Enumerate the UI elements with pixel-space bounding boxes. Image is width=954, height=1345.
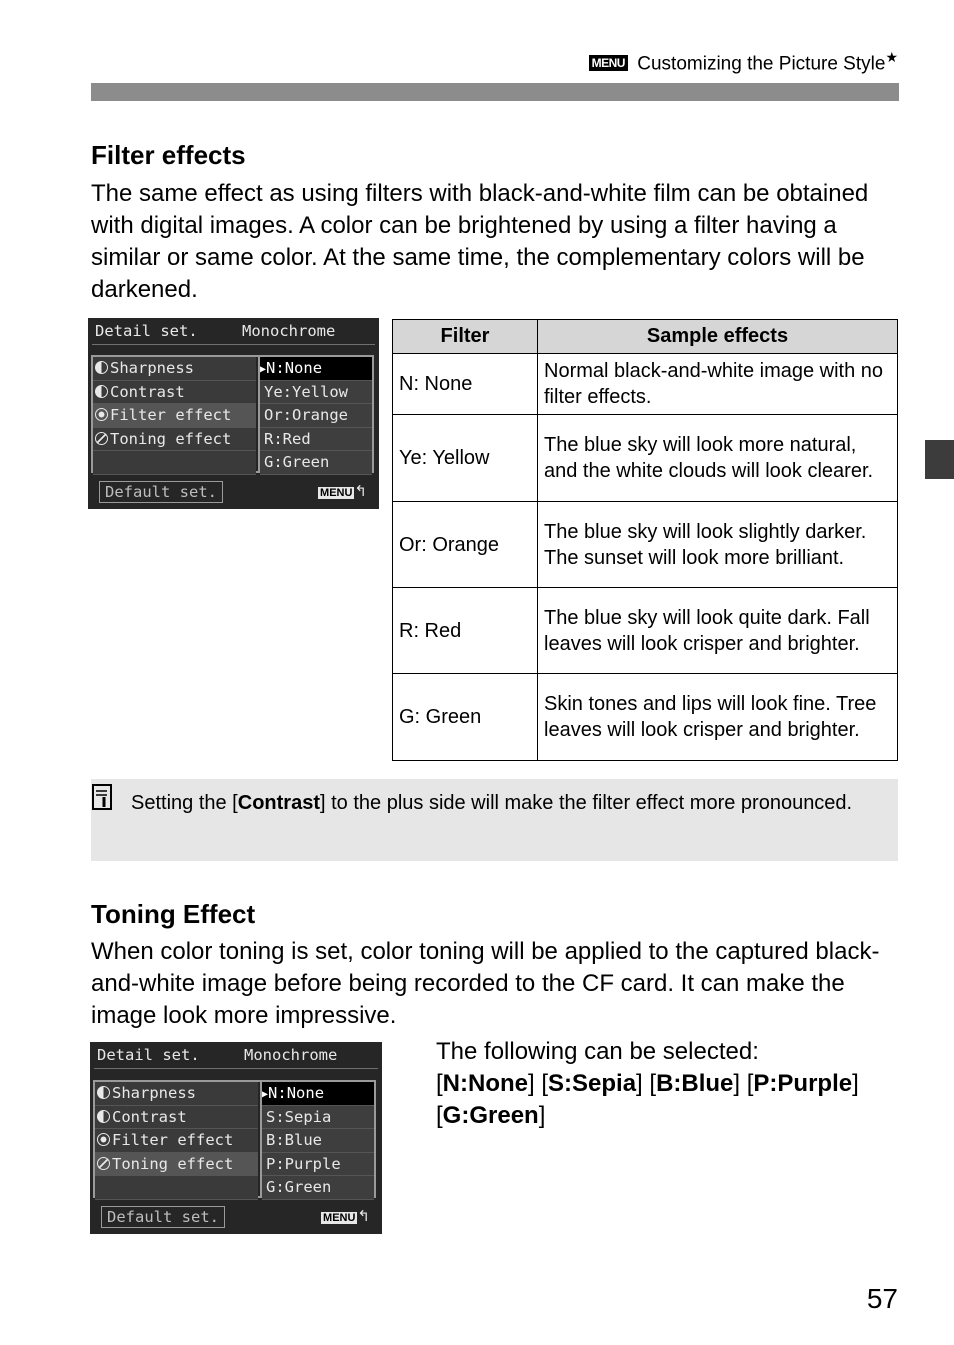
lcd-param-list bbox=[95, 1082, 258, 1196]
table-row bbox=[393, 588, 898, 674]
lcd-option: R:Red bbox=[260, 428, 372, 452]
menu-button-icon: MENU bbox=[320, 487, 353, 499]
lcd-option: Or:Orange bbox=[260, 404, 372, 428]
lcd-param-sharpness: Sharpness bbox=[93, 357, 256, 381]
filter-effect: The blue sky will look quite dark. Fall leaves will look crisper and brighter. bbox=[538, 588, 898, 674]
page-number: 57 bbox=[866, 1283, 898, 1314]
toning-option: N:None bbox=[442, 1070, 528, 1097]
lcd-default-set-button: Default set. bbox=[101, 1206, 225, 1228]
lcd-title: Detail set. bbox=[97, 1046, 200, 1064]
filter-effects-body: The same effect as using filters with black-and-white film can be obtained with digital images. A color can be brightened by using a filter having a similar or same color. At the same time, the complementary colors will be darkened. bbox=[91, 180, 869, 303]
table-header-row bbox=[393, 320, 898, 354]
filter-effect: Skin tones and lips will look fine. Tree leaves will look crisper and brighter. bbox=[538, 674, 898, 761]
filter-icon bbox=[97, 1133, 110, 1146]
sharpness-icon bbox=[95, 361, 108, 374]
lcd-param-toning: Toning effect bbox=[93, 428, 256, 452]
lcd-option: B:Blue bbox=[262, 1129, 374, 1153]
selection-arrow-icon: ▶ bbox=[262, 1089, 269, 1100]
filter-name: R: Red bbox=[393, 588, 538, 674]
toning-option: S:Sepia bbox=[548, 1070, 637, 1097]
toning-icon bbox=[95, 432, 108, 445]
lcd-title: Detail set. bbox=[95, 322, 198, 340]
filter-name: Or: Orange bbox=[393, 502, 538, 588]
lcd-param-filter: Filter effect bbox=[93, 404, 256, 428]
filter-effects-heading: Filter effects bbox=[91, 140, 246, 170]
filter-name: N: None bbox=[393, 354, 538, 415]
lcd-option: Ye:Yellow bbox=[260, 381, 372, 405]
toning-option: B:Blue bbox=[656, 1070, 734, 1097]
lcd-toning-screenshot bbox=[90, 1042, 382, 1234]
running-header bbox=[589, 49, 898, 75]
lcd-option-list bbox=[258, 357, 372, 471]
chapter-tab bbox=[925, 440, 954, 479]
table-header-filter: Filter bbox=[393, 320, 538, 354]
section-title: Customizing the Picture Style bbox=[637, 53, 886, 75]
lcd-option-selected: ▶N:None bbox=[262, 1082, 374, 1106]
lcd-mode: Monochrome bbox=[242, 322, 336, 340]
memo-icon bbox=[91, 783, 115, 813]
filter-effect: The blue sky will look slightly darker. The sunset will look more brilliant. bbox=[538, 502, 898, 588]
filter-effect: Normal black-and-white image with no filter effects. bbox=[538, 354, 898, 415]
toning-option: P:Purple bbox=[753, 1070, 853, 1097]
table-row bbox=[393, 502, 898, 588]
note-text: Setting the [Contrast] to the plus side will make the filter effect more pronounced. bbox=[131, 792, 853, 814]
lcd-param-filter: Filter effect bbox=[95, 1129, 258, 1153]
star-icon: ★ bbox=[885, 49, 898, 65]
lcd-param-list bbox=[93, 357, 256, 471]
lcd-option: P:Purple bbox=[262, 1153, 374, 1177]
menu-button-icon: MENU bbox=[323, 1212, 356, 1224]
lcd-option: S:Sepia bbox=[262, 1106, 374, 1130]
header-rule bbox=[91, 83, 899, 101]
lcd-param-empty bbox=[95, 1176, 258, 1200]
table-header-effects: Sample effects bbox=[538, 320, 898, 354]
lcd-option: G:Green bbox=[262, 1176, 374, 1200]
toning-options-list: [N:None] [S:Sepia] [B:Blue] [P:Purple] [G:Green] bbox=[436, 1070, 859, 1129]
lcd-menu-box bbox=[93, 1080, 376, 1198]
lcd-param-toning: Toning effect bbox=[95, 1153, 258, 1177]
lcd-param-contrast: Contrast bbox=[95, 1106, 258, 1130]
lcd-filter-screenshot bbox=[88, 318, 379, 509]
lcd-param-empty bbox=[93, 451, 256, 475]
toning-effect-heading: Toning Effect bbox=[91, 899, 256, 929]
filter-name: Ye: Yellow bbox=[393, 415, 538, 502]
lcd-menu-return bbox=[318, 482, 367, 501]
lcd-param-contrast: Contrast bbox=[93, 381, 256, 405]
lcd-option-selected: ▶N:None bbox=[260, 357, 372, 381]
lcd-mode: Monochrome bbox=[244, 1046, 338, 1064]
filter-effect: The blue sky will look more natural, and the white clouds will look clearer. bbox=[538, 415, 898, 502]
lcd-menu-return bbox=[321, 1207, 370, 1226]
menu-badge-icon: MENU bbox=[589, 55, 628, 71]
sharpness-icon bbox=[97, 1086, 110, 1099]
lcd-menu-box bbox=[91, 355, 374, 473]
filter-table bbox=[392, 319, 898, 761]
lcd-option-list bbox=[260, 1082, 374, 1196]
contrast-icon bbox=[97, 1110, 110, 1123]
table-row bbox=[393, 354, 898, 415]
toning-option: G:Green bbox=[442, 1102, 539, 1129]
filter-icon bbox=[95, 408, 108, 421]
contrast-icon bbox=[95, 385, 108, 398]
toning-effect-body: When color toning is set, color toning will be applied to the captured black-and-white image before being recorded to the CF card. It can make the image look more impressive. bbox=[91, 938, 880, 1029]
return-icon: ↰ bbox=[357, 1208, 370, 1225]
lcd-default-set-button: Default set. bbox=[99, 481, 223, 503]
table-row bbox=[393, 415, 898, 502]
selection-arrow-icon: ▶ bbox=[260, 364, 267, 375]
note-box bbox=[91, 779, 898, 861]
lcd-param-sharpness: Sharpness bbox=[95, 1082, 258, 1106]
filter-name: G: Green bbox=[393, 674, 538, 761]
toning-options-intro: The following can be selected: bbox=[436, 1038, 759, 1065]
toning-icon bbox=[97, 1157, 110, 1170]
lcd-title-divider bbox=[92, 344, 375, 345]
return-icon: ↰ bbox=[354, 483, 367, 500]
lcd-title-divider bbox=[94, 1068, 378, 1069]
table-row bbox=[393, 674, 898, 761]
toning-options-text bbox=[436, 1036, 906, 1132]
lcd-option: G:Green bbox=[260, 451, 372, 475]
note-bold-term: Contrast bbox=[237, 792, 320, 814]
